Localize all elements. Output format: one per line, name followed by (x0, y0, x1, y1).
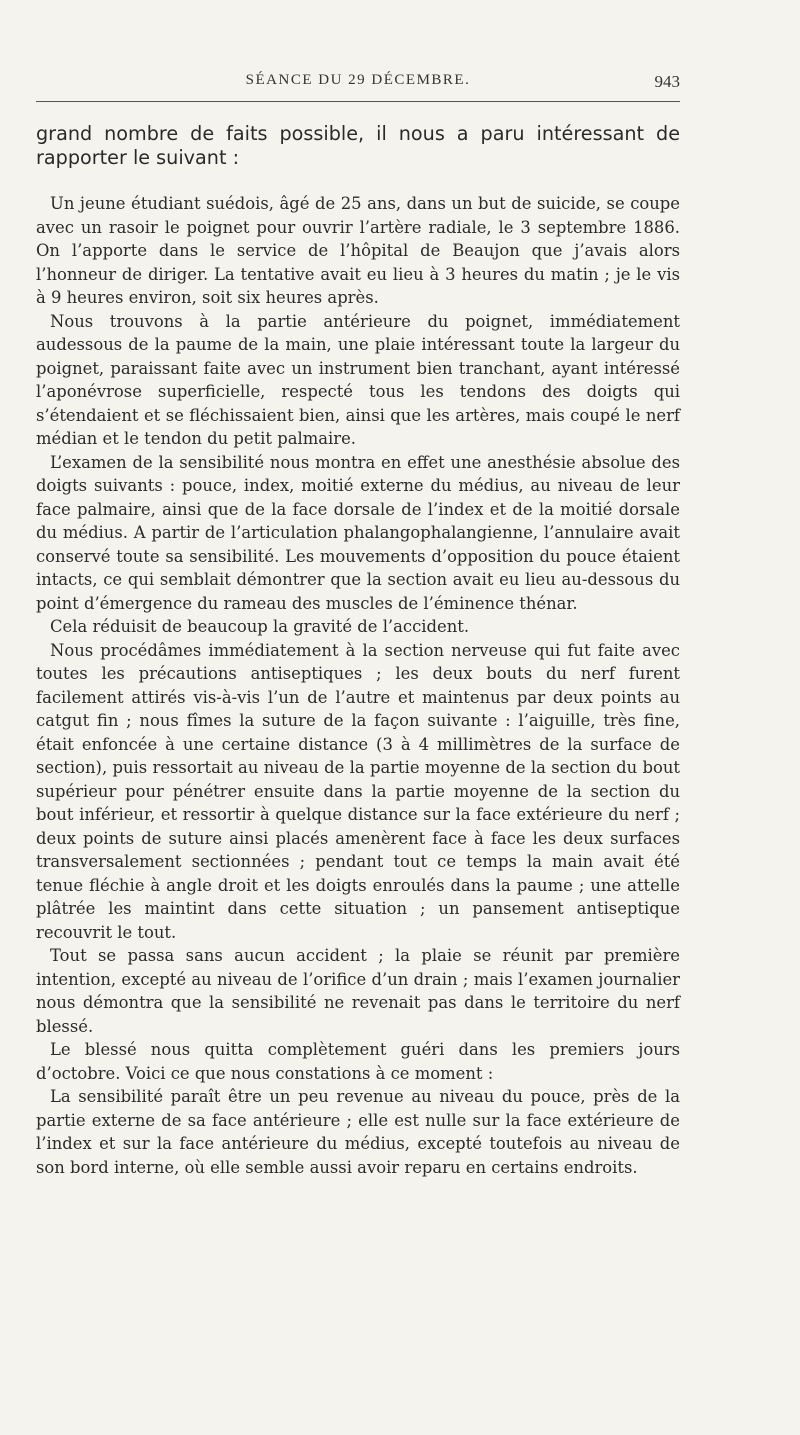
paragraph-wound: Nous trouvons à la partie antérieure du poignet, immédiatement audessous de la paume de la main, une plaie intéressant toute la largeur du poignet, paraissant faite avec un instrument bien tranchant, ayant intéressé l’aponévrose superficielle, respecté tous les tendons des doigts qui s’étendaient et se fléchissaient bien, ainsi que les artères, mais coupé le nerf médian et le tendon du petit palmaire. (36, 311, 680, 448)
paragraph-followup: La sensibilité paraît être un peu revenue au niveau du pouce, près de la partie externe de sa face antérieure ; elle est nulle sur la face extérieure de l’index et sur la face antérieure du médius, excepté toutefois au niveau de son bord interne, où elle semble aussi avoir reparu en certains endroits. (36, 1087, 680, 1177)
paragraph-suture: Nous procédâmes immédiatement à la section nerveuse qui fut faite avec toutes les précautions antiseptiques ; les deux bouts du nerf furent facilement attirés vis-à-vis l’un de l’autre et maintenus par deux points au catgut fin ; nous fîmes la suture de la façon suivante : l’aiguille, très fine, était enfoncée à une certaine distance (3 à 4 millimètres de la surface de section), puis ressortait au niveau de la partie moyenne de la section du bout supérieur pour pénétrer ensuite dans la partie moyenne de la section du bout inférieur, et ressortir à quelque distance sur la face extérieure du nerf ; deux points de suture ainsi placés amenèrent face à face les deux surfaces transversalement sectionnées ; pendant tout ce temps la main avait été tenue fléchie à angle droit et les doigts enroulés dans la paume ; une attelle plâtrée les maintint dans cette situation ; un pansement antiseptique recouvrit le tout. (36, 640, 680, 942)
paragraph-case-intro: Un jeune étudiant suédois, âgé de 25 ans, dans un but de suicide, se coupe avec un rasoir le poignet pour ouvrir l’artère radiale, le 3 septembre 1886. On l’apporte dans le service de l’hôpital de Beaujon que j’avais alors l’honneur de diriger. La tentative avait eu lieu à 3 heures du matin ; je le vis à 9 heures environ, soit six heures après. (36, 194, 680, 307)
paragraph-sensibility-exam: L’examen de la sensibilité nous montra en effet une anesthésie absolue des doigts suivants : pouce, index, moitié externe du médius, au niveau de leur face palmaire, ainsi que de la face dorsale de l’index et de la moitié dorsale du médius. A partir de l’articulation phalangophalangienne, l’annulaire avait conservé toute sa sensibilité. Les mouvements d’opposition du pouce étaient intacts, ce qui semblait démontrer que la section avait eu lieu au-dessous du point d’émergence du rameau des muscles de l’éminence thénar. (36, 452, 680, 613)
body-text (36, 122, 680, 1179)
running-head (36, 72, 680, 96)
running-title: SÉANCE DU 29 DÉCEMBRE. (245, 72, 471, 88)
paragraph-discharge: Le blessé nous quitta complètement guéri dans les premiers jours d’octobre. Voici ce que nous constations à ce moment : (36, 1040, 680, 1083)
paragraph-continuation: grand nombre de faits possible, il nous a paru intéressant de rapporter le suivant : (36, 122, 680, 169)
header-rule (36, 101, 680, 102)
paragraph-gravity: Cela réduisit de beaucoup la gravité de l’accident. (50, 617, 470, 636)
paragraph-healing: Tout se passa sans aucun accident ; la plaie se réunit par première intention, excepté au niveau de l’orifice d’un drain ; mais l’examen journalier nous démontra que la sensibilité ne revenait pas dans le territoire du nerf blessé. (36, 946, 680, 1036)
page-number: 943 (654, 72, 680, 91)
